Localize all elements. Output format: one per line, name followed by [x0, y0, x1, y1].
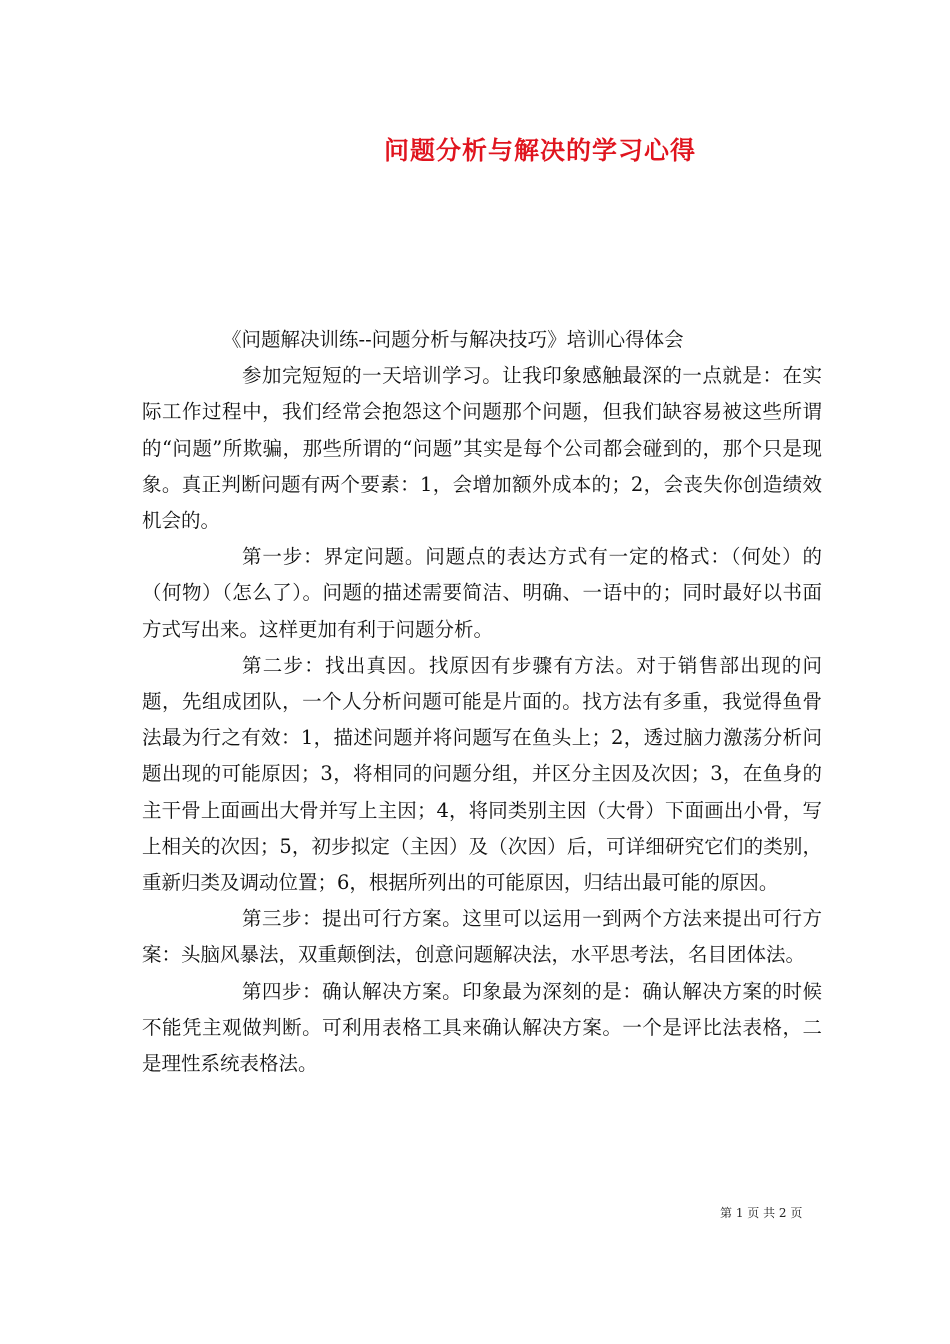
paragraph-step-4: 第四步：确认解决方案。印象最为深刻的是：确认解决方案的时候不能凭主观做判断。可利用表格工具来确认解决方案。一个是评比法表格，二是理性系统表格法。	[142, 979, 822, 1076]
document-body	[142, 322, 822, 1082]
paragraph-intro: 参加完短短的一天培训学习。让我印象感触最深的一点就是：在实际工作过程中，我们经常会抱怨这个问题那个问题，但我们缺容易被这些所谓的“问题”所欺骗，那些所谓的“问题”其实是每个公司都会碰到的，那个只是现象。真正判断问题有两个要素：1，会增加额外成本的；2，会丧失你创造绩效机会的。	[142, 364, 822, 533]
page-number-footer: 第 1 页 共 2 页	[720, 1206, 803, 1220]
document-subtitle: 《问题解决训练--问题分析与解决技巧》培训心得体会	[222, 328, 684, 351]
paragraph-step-1: 第一步：界定问题。问题点的表达方式有一定的格式：（何处）的（何物）（怎么了）。问题的描述需要简洁、明确、一语中的；同时最好以书面方式写出来。这样更加有利于问题分析。	[142, 545, 822, 641]
paragraph-step-2: 第二步：找出真因。找原因有步骤有方法。对于销售部出现的问题，先组成团队，一个人分析问题可能是片面的。找方法有多重，我觉得鱼骨法最为行之有效：1，描述问题并将问题写在鱼头上；2，透过脑力激荡分析问题出现的可能原因；3，将相同的问题分组，并区分主因及次因；3，在鱼身的主干骨上面画出大骨并写上主因；4，将同类别主因（大骨）下面画出小骨，写上相关的次因；5，初步拟定（主因）及（次因）后，可详细研究它们的类别，重新归类及调动位置；6，根据所列出的可能原因，归结出最可能的原因。	[142, 653, 822, 895]
page-title: 问题分析与解决的学习心得	[383, 136, 696, 165]
paragraph-step-3: 第三步：提出可行方案。这里可以运用一到两个方法来提出可行方案：头脑风暴法，双重颠倒法，创意问题解决法，水平思考法，名目团体法。	[142, 907, 822, 967]
